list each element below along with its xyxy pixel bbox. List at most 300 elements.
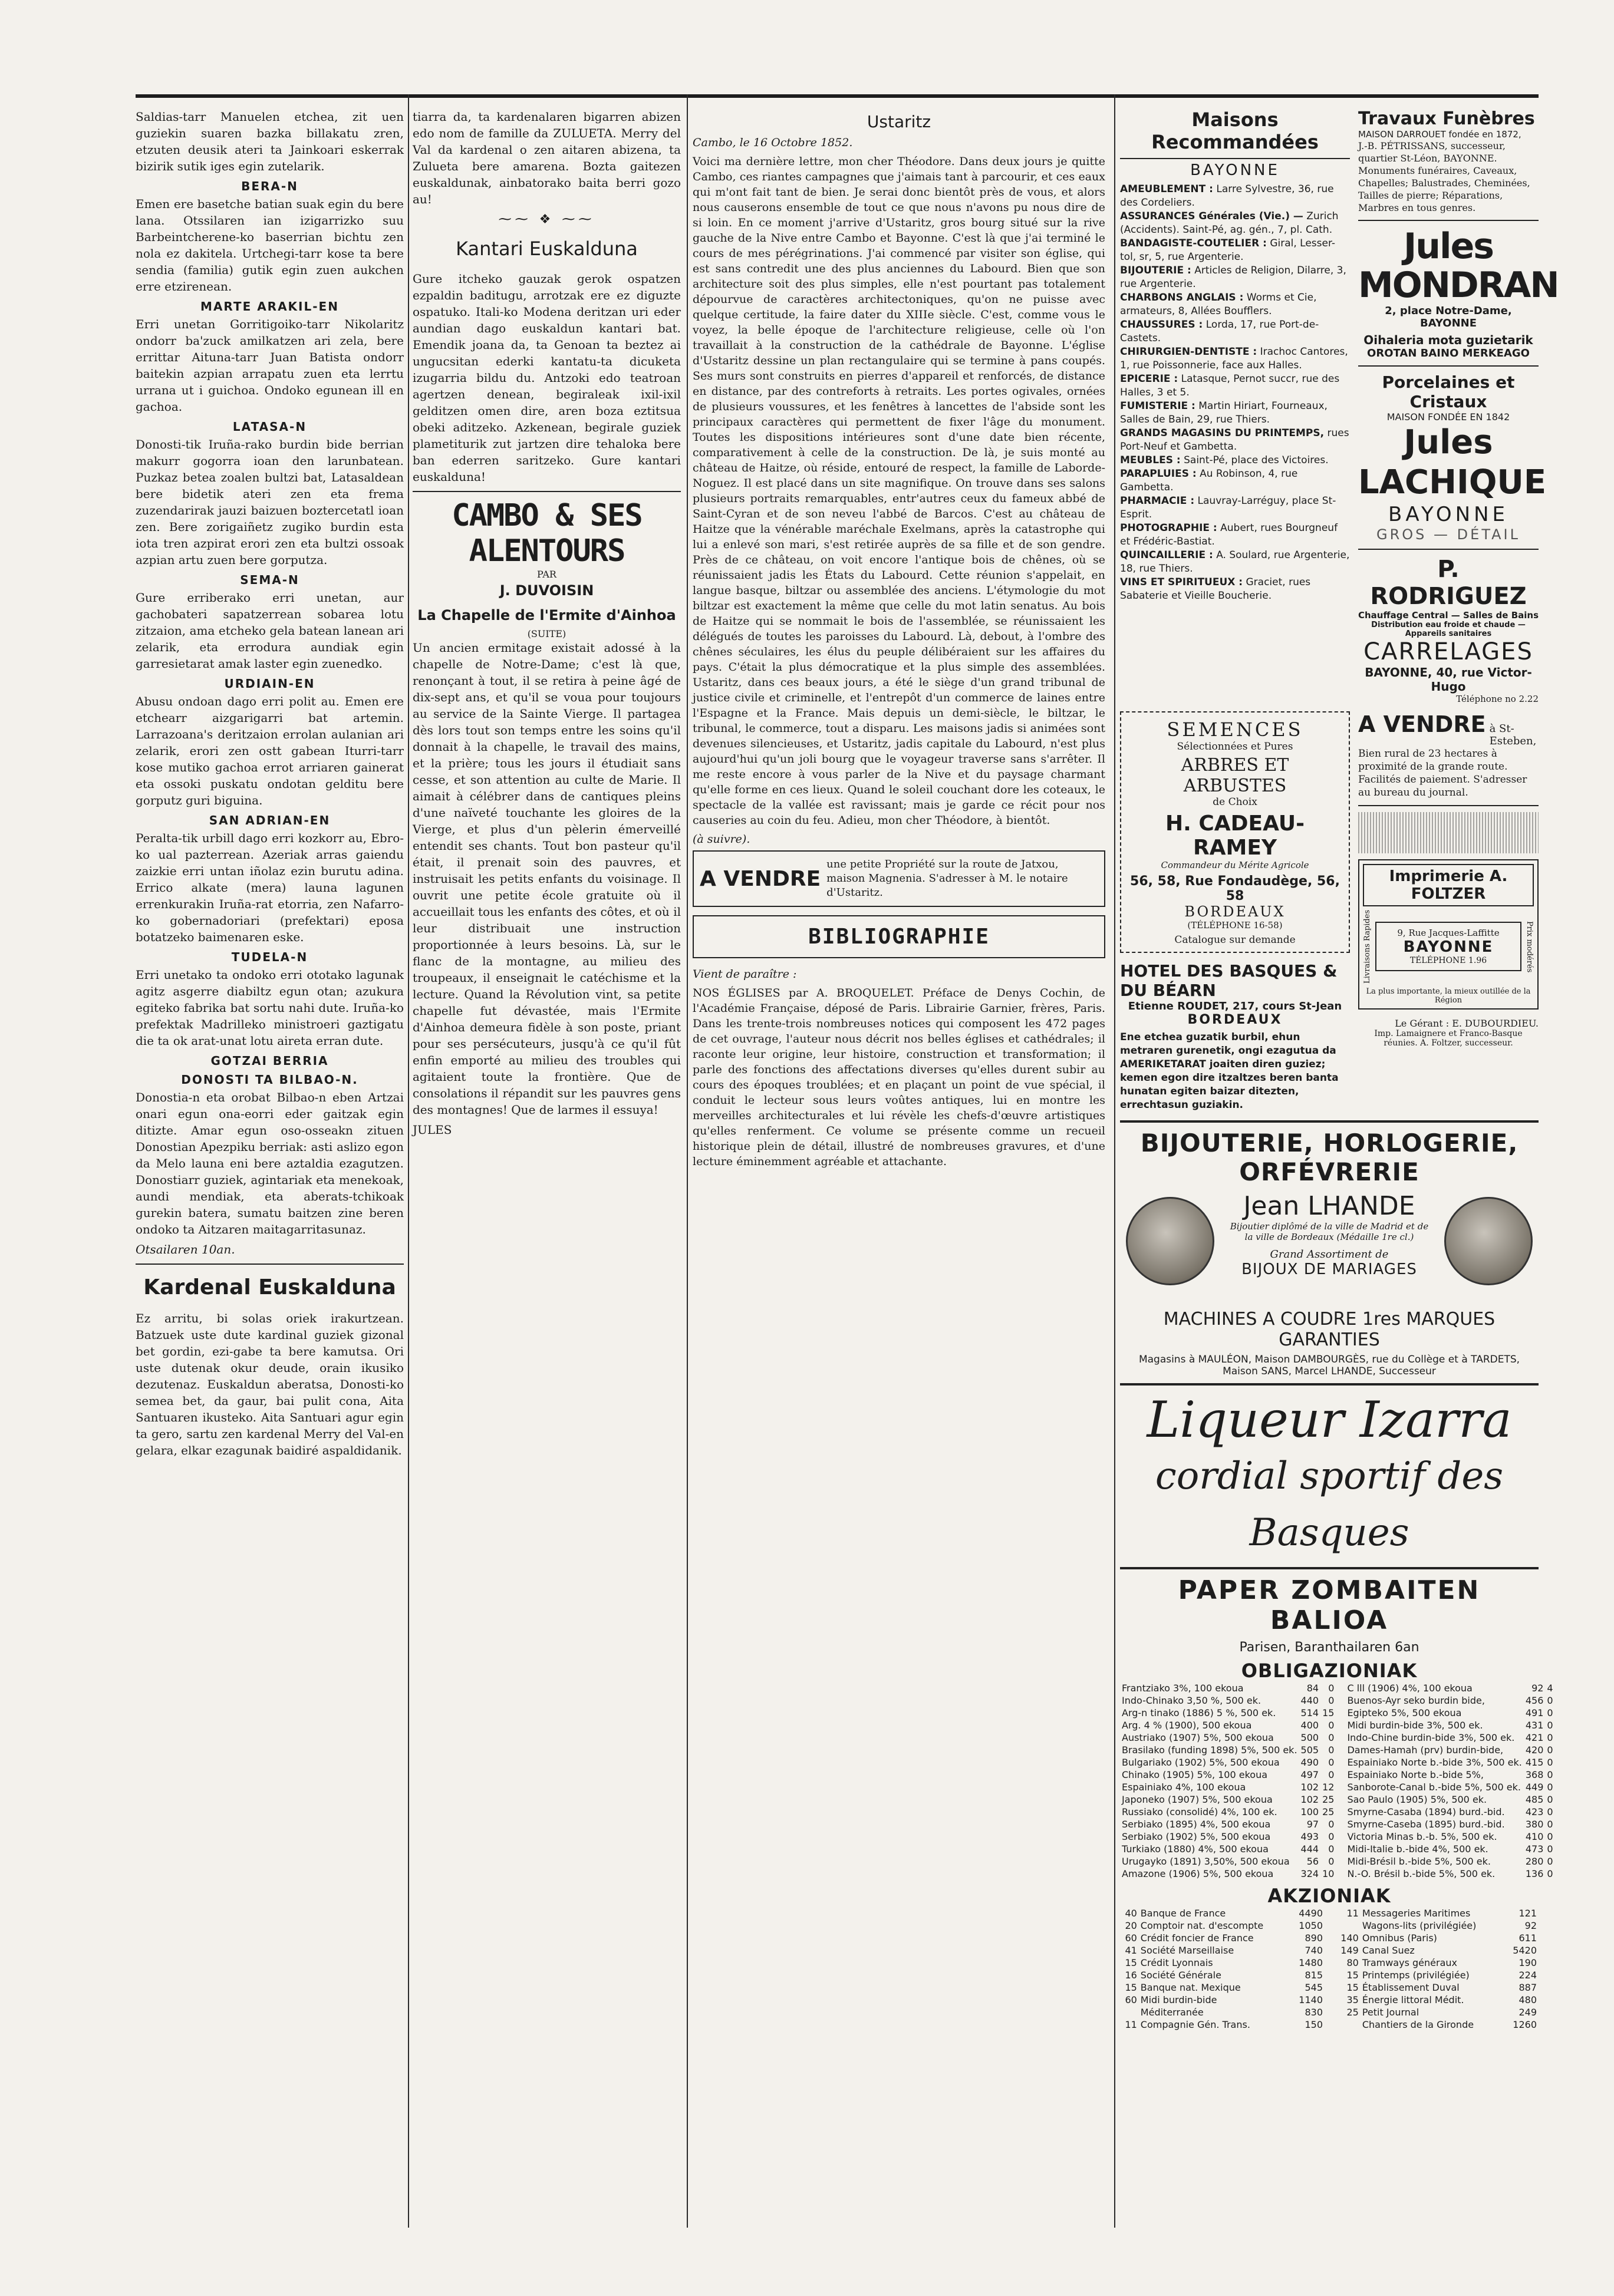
table-row [1120, 1719, 1336, 1731]
section-heading: GOTZAI BERRIA [210, 1054, 329, 1068]
table-cell: Société Marseillaise [1140, 1945, 1234, 1956]
table-cell: Espainiako Norte b.-bide 3%, 500 ek. [1347, 1757, 1522, 1768]
table-cell: 100 [1300, 1806, 1319, 1817]
maison-entry [1120, 210, 1350, 237]
table-row [1345, 1731, 1554, 1744]
akz-table-left [1120, 1907, 1325, 2031]
maison-detail: Worms et Cie, armateurs, 8, Allées Boufflers. [1120, 292, 1317, 317]
ustaritz-text: Voici ma dernière lettre, mon cher Théodore. Dans deux jours je quitte Cambo, ces riantes campagnes que j'aimais tant à parcourir, et ces eaux qui m'ont fait tant de bien. Je serai donc bientôt près de vous, et alors nous causerons ensemble de tout ce que nous n'avons pu nous dire de si loin. En ce moment j'arrive d'Ustaritz, gros bourg situé sur la rive gauche de la Nive entre Cambo et Bayonne. C'est là que j'ai terminé le cours de mes pérégrinations. J'ai commencé par visiter son église, qui est sans contredit une des plus anciennes du Labourd. Bien que son architecture soit des plus simples, elle n'est pourtant pas totalement dépourvue de caractères architectoniques, qu'on ne puisse avec quelque certitude, la faire dater du XIIIe siècle. C'est, comme vous le voyez, la belle époque de l'architecture religieuse, celle où l'on travaillait à la construction de la cathédrale de Bayonne. L'église d'Ustaritz dessine un plan rectangulaire qui se termine à pans coupés. Ses murs sont construits en pierres d'appareil et renforcés, de distance en distance, par des contreforts à retraits. Les portes ogivales, ornées de plusieurs voussures, et les fenêtres à lancettes de l'abside sont les principaux caractères qui permettent de fixer l'âge du monument. Toutes les dispositions intérieures sont d'une date bien récente, comparativement à celle de la construction. De là, je suis monté au château de Haitze, où réside, entouré de respect, la famille de Laborde-Noguez. Il est placé dans un site magnifique. On trouve dans ses salons plusieurs portraits remarquables, entr'autres ceux du fameux abbé de Saint-Cyran et de son neveu l'abbé de Barcos. C'est au château de Haitze que la vénérable maréchale Exelmans, après la catastrophe qui lui a enlevé son mari, s'est retirée auprès de sa fille et de son gendre. Près de ce château, on voit encore l'antique bois de chênes, où se réunissaient jadis les États du Labourd. Cette réunion s'appelait, en langue basque, biltzar ou assemblée des anciens. L'étymologie du mot biltzar est exactement la même que celle du mot latin senatus. Au bois de Haitze qui se nommait le bois de l'assemblée, se réunissaient les délégués de toutes les paroisses du Labourd. Là, debout, à l'ombre des chênes séculaires, les élus du peuple délibéraient sur les affaires du pays. C'était la plus démocratique et la plus simple des assemblées. Ustaritz, dans ces beaux jours, a été le siège d'un grand tribunal de justice civile et criminelle, et l'entrepôt d'un commerce de laines entre l'Espagne et la France. Mais depuis un demi-siècle, le biltzar, le tribunal, le commerce, tout a disparu. Les maisons jadis si animées sont devenues silencieuses, et Ustaritz, jadis capitale du Labourd, n'est plus aujourd'hui qu'un joli bourg que le voyageur traverse sans s'arrêter. Il me reste encore à vous parler de la Nive et du paysage charmant qu'elle forme en ces lieux. Quand le soleil couchant dore les coteaux, le spectacle de la vallée est ravissant; mais je garde ce récit pour nos causeries au coin du feu. Adieu, mon cher Théodore, à bientôt. [693, 155, 1105, 827]
table-cell: 0 [1547, 1856, 1553, 1867]
table-row [1345, 1781, 1554, 1793]
maisons-recommandees [1120, 108, 1350, 704]
table-cell: Bulgariako (1902) 5%, 500 ekoua [1122, 1757, 1280, 1768]
table-row [1120, 1707, 1336, 1719]
table-cell: 0 [1547, 1806, 1553, 1817]
vendre-steseben-place: à St-Esteben, [1489, 723, 1537, 747]
table-cell: 0 [1547, 1843, 1553, 1855]
table-cell: 493 [1300, 1831, 1319, 1842]
imprim-line: Imp. Lamaignere et Franco-Basque réunies. A. Foltzer, successeur. [1374, 1028, 1523, 1048]
maison-detail: Martin Hiriart, Fourneaux, Salles de Bain, 29, rue Thiers. [1120, 400, 1328, 425]
table-cell: 60 [1125, 1932, 1137, 1944]
table-cell: Arg. 4 % (1900), 500 ekoua [1122, 1720, 1252, 1731]
table-cell: Smyrne-Casaba (1894) burd.-bid. [1347, 1806, 1505, 1817]
vendre-steseben-heading: A VENDRE [1358, 711, 1486, 737]
foltzer-heading: Imprimerie A. FOLTZER [1363, 864, 1534, 906]
lhande-ad [1120, 1191, 1539, 1327]
table-cell: Sao Paulo (1905) 5%, 500 ek. [1347, 1794, 1487, 1805]
table-cell: Amazone (1906) 5%, 500 ekoua [1122, 1868, 1274, 1879]
table-cell: 15 [1346, 1970, 1359, 1981]
maison-detail: Lorda, 17, rue Port-de-Castets. [1120, 319, 1319, 344]
table-cell: 431 [1525, 1720, 1544, 1731]
top-rule [136, 94, 1539, 98]
vendre-text: une petite Propriété sur la route de Jatxou, maison Magnenia. S'adresser à M. le notaire d'Ustaritz. [826, 858, 1068, 899]
table-cell: Midi-Brésil b.-bide 5%, 500 ek. [1347, 1856, 1491, 1867]
dateline: Cambo, le 16 Octobre 1852. [693, 136, 853, 149]
section-text: Donosti-tik Iruña-rako burdin bide berrian makurr gogorra ioan den larunbatean. Puzkaz betea zoalen bultzi bat, Latasaldean bere bidetik ateri zen eta frema zuzendarirak jauzi baizuen boztercetatl ioan zen. Bere zorigaiñetz zugiko burdin esta iota tren azpirat erori zen eta bultzi ossoak azpian artu zuen bere gorputza. [136, 437, 404, 567]
lachique-gros: GROS — DÉTAIL [1376, 526, 1520, 543]
arbres-heading: ARBRES ET ARBUSTES [1181, 755, 1289, 796]
table-row [1334, 1969, 1539, 1981]
cambo-text: Un ancien ermitage existait adossé à la chapelle de Notre-Dame; c'est là que, renonçant à tout, il se retira à peine âgé de dix-sept ans, et qu'il se voua pour toujours au service de la Sainte Vierge. Il partagea dès lors tout son temps entre les soins qu'il donnait à la chapelle, le travail des mains, et la prière; tous les jours il étudiait sans cesse, et son attention au culte de Marie. Il aimait à célébrer dans de cantiques pleins d'une naïveté touchante les gloires de la Vierge, et plus d'un pèlerin émerveillé entendit ses chants. Tout bon pasteur qu'il était, il prenait soin des pauvres, et instruisait les petits enfants du voisinage. Il ouvrit une petite école gratuite où il accueillait tous les enfants des côtes, et où il leur distribuait une instruction proportionnée à leurs besoins. Là, sur le flanc de la montagne, au milieu des troupeaux, il enseignait le catéchisme et la lecture. Quand la Révolution vint, sa petite chapelle fut dévastée, mais l'Ermite d'Ainhoa demeura fidèle à son poste, priant pour ses persécuteurs, jusqu'à ce qu'il fût enfin emporté au milieu des troubles qui agitaient toute la frontière. Que de consolations il répandit sur les pauvres gens des montagnes! Que de larmes il essuya! [413, 641, 681, 1117]
table-cell [1334, 2018, 1361, 2031]
table-cell: 0 [1328, 1769, 1335, 1780]
maisons-list [1120, 183, 1350, 603]
biblio-sub: Vient de paraître : [693, 968, 797, 981]
maison-category: PHARMACIE : [1120, 495, 1195, 507]
faded-ad [1358, 812, 1539, 853]
intro-text: Saldias-tarr Manuelen etchea, zit uen guziekin suaren bazka billakatu zren, etzuten deusik ateri ta Jainkoari eskerrak bizirik sutik iges egin zutelarik. [136, 110, 404, 173]
table-cell: 25 [1346, 2007, 1359, 2018]
table-cell: C lll (1906) 4%, 100 ekoua [1347, 1683, 1473, 1694]
kardenal-text: Ez arritu, bi solas oriek irakurtzean. Batzuek uste dute kardinal guziek gizonal bet gordin, ezi-gabe ta bere kamutsa. Ori uste dutenak okur deude, orain ikusiko dezutenaz. Euskaldun aberatsa, Donosti-ko semea bet, da gaur, bai pulit cona, Aita Santuaren ikusteko. Aita Santuari agur egin ta gero, sartu zen kardenal Merry del Val-en gelara, elkar ezagunak baidiré aspaldidanik. [136, 1311, 404, 1457]
medal-right [1444, 1197, 1533, 1285]
table-cell: Brasilako (funding 1898) 5%, 500 ek. [1122, 1744, 1297, 1756]
izarra-line: Liqueur Izarra [1147, 1391, 1512, 1449]
maison-category: BANDAGISTE-COUTELIER : [1120, 237, 1267, 249]
bayonne-label: BAYONNE [1190, 161, 1280, 179]
table-cell: Midi burdin-bide [1140, 1994, 1217, 2005]
grand-assort: Grand Assortiment de [1270, 1248, 1389, 1261]
table-row [1120, 2006, 1325, 2018]
table-cell: Austriako (1907) 5%, 500 ekoua [1122, 1732, 1274, 1743]
table-cell: 1050 [1299, 1920, 1323, 1931]
maison-category: BIJOUTERIE : [1120, 265, 1191, 276]
table-cell: 102 [1300, 1782, 1319, 1793]
table-row [1345, 1830, 1554, 1843]
bordeaux-tel: (TÉLÉPHONE 16-58) [1187, 920, 1283, 931]
maison-detail: Graciet, rues Sabaterie et Vieille Boucherie. [1120, 576, 1311, 602]
table-cell: 887 [1519, 1982, 1537, 1993]
table-cell: 280 [1525, 1856, 1544, 1867]
table-cell: 102 [1300, 1794, 1319, 1805]
table-row [1345, 1843, 1554, 1855]
maison-entry [1120, 427, 1350, 454]
divider [413, 491, 681, 492]
vendre-steseben-text: Bien rural de 23 hectares à proximité de la grande route. Facilités de paiement. S'adresser au bureau du journal. [1358, 748, 1527, 799]
maison-category: EPICERIE : [1120, 373, 1178, 385]
mondran-line: OROTAN BAINO MERKEAGO [1367, 347, 1530, 359]
table-cell: Victoria Minas b.-b. 5%, 500 ek. [1347, 1831, 1497, 1842]
table-row [1345, 1707, 1554, 1719]
table-cell: Omnibus (Paris) [1362, 1932, 1437, 1944]
table-cell: Urugayko (1891) 3,50%, 500 ekoua [1122, 1856, 1290, 1867]
table-cell: 0 [1547, 1707, 1553, 1718]
maison-detail: Articles de Religion, Dilarre, 3, rue Argenterie. [1120, 265, 1346, 290]
table-cell: 456 [1525, 1695, 1544, 1706]
maison-detail: Au Robinson, 4, rue Gambetta. [1120, 468, 1298, 493]
table-row [1345, 1769, 1554, 1781]
foltzer-tagline: La plus importante, la mieux outillée de la Région [1366, 987, 1531, 1005]
akz-table-right [1334, 1907, 1539, 2031]
table-cell: Sanborote-Canal b.-bide 5%, 500 ek. [1347, 1782, 1521, 1793]
maison-category: CHARBONS ANGLAIS : [1120, 292, 1244, 304]
table-cell: 41 [1125, 1945, 1137, 1956]
lachique-heading: Jules LACHIQUE [1358, 423, 1547, 502]
maison-category: PHOTOGRAPHIE : [1120, 522, 1217, 534]
maison-detail: Zurich (Accidents). Saint-Pé, ag. gén., 7, pl. Cath. [1120, 210, 1339, 236]
table-cell: 4 [1547, 1683, 1553, 1694]
column-rule [687, 94, 688, 2228]
column-1 [136, 108, 404, 2230]
column-rule [1114, 94, 1115, 2228]
table-cell: 25 [1322, 1806, 1335, 1817]
table-row [1345, 1682, 1554, 1694]
section-heading: MARTE ARAKIL-EN [200, 299, 339, 314]
table-cell: Crédit Lyonnais [1140, 1957, 1213, 1968]
table-cell: 84 [1306, 1683, 1319, 1694]
table-cell: Compagnie Gén. Trans. [1140, 2019, 1250, 2030]
table-row [1120, 1944, 1325, 1957]
table-cell: 444 [1300, 1843, 1319, 1855]
table-cell: Petit Journal [1362, 2007, 1419, 2018]
newspaper-page [136, 94, 1559, 2245]
table-cell: 0 [1547, 1819, 1553, 1830]
table-cell: 5420 [1513, 1945, 1537, 1956]
table-cell: Arg-n tinako (1886) 5 %, 500 ek. [1122, 1707, 1276, 1718]
table-cell: Espainiako Norte b.-bide 5%, [1347, 1769, 1484, 1780]
table-cell: 500 [1300, 1732, 1319, 1743]
section-text: Emen ere basetche batian suak egin du bere lana. Otssilaren ian izigarrizko suu Barbeintcherene-ko baserrian bichtu zen nola ez dakitela. Urtchegi-tarr kose ta bere sendia (familia) gutik egin zuen aukchen erre etzirenean. [136, 197, 404, 293]
table-cell: 491 [1525, 1707, 1544, 1718]
table-cell: 15 [1125, 1982, 1137, 1993]
table-cell: 4490 [1299, 1908, 1323, 1919]
table-cell: Buenos-Ayr seko burdin bide, [1347, 1695, 1485, 1706]
table-row [1120, 1769, 1336, 1781]
foltzer-ad [1358, 859, 1539, 1010]
hotel-address: Etienne ROUDET, 217, cours St-Jean [1128, 1000, 1342, 1012]
table-row [1120, 1830, 1336, 1843]
table-cell: 60 [1125, 1994, 1137, 2005]
table-cell: 0 [1328, 1720, 1335, 1731]
table-cell: 1480 [1299, 1957, 1323, 1968]
maison-entry [1120, 318, 1350, 345]
maison-detail: Saint-Pé, place des Victoires. [1180, 454, 1329, 466]
table-cell: Egipteko 5%, 500 ekoua [1347, 1707, 1462, 1718]
table-cell: 490 [1300, 1757, 1319, 1768]
rodriguez-line: Distribution eau froide et chaude — Appareils sanitaires [1371, 621, 1526, 638]
maison-category: PARAPLUIES : [1120, 468, 1197, 480]
lhande-sub: Bijoutier diplômé de la ville de Madrid et de la ville de Bordeaux (Médaille 1re cl.) [1230, 1221, 1429, 1242]
table-cell: 25 [1322, 1794, 1335, 1805]
table-cell: 0 [1328, 1695, 1335, 1706]
table-row [1120, 1694, 1336, 1707]
table-cell: 0 [1328, 1683, 1335, 1694]
rodriguez-tel: Téléphone no 2.22 [1456, 694, 1539, 704]
table-row [1120, 1868, 1336, 1880]
semences-ad [1120, 711, 1350, 953]
table-row [1120, 1932, 1325, 1944]
table-cell: 249 [1519, 2007, 1537, 2018]
bordeaux-label: BORDEAUX [1184, 903, 1286, 920]
table-cell: 0 [1547, 1720, 1553, 1731]
oblig-table-right [1345, 1682, 1554, 1880]
table-cell: 136 [1525, 1868, 1544, 1879]
section-text: Peralta-tik urbill dago erri kozkorr au, Ebro-ko ual pazterrean. Azeriak arras gaiendu zaizkie erri untan iñolaz ezin burutu adina. Errico alkate (mera) launa lagunen errenkurakin Iruña-rat etorria, zen Nafarro-ko gobernadoriari (prefektari) eposa botatzeko baimenaren eske. [136, 831, 404, 944]
table-cell: Smyrne-Caseba (1895) burd.-bid. [1347, 1819, 1505, 1830]
table-row [1120, 1907, 1325, 1919]
section-heading: TUDELA-N [231, 950, 308, 964]
table-cell: 740 [1305, 1945, 1323, 1956]
rodriguez-line: Chauffage Central — Salles de Bains [1358, 610, 1539, 621]
table-cell [1120, 2006, 1139, 2018]
table-cell: 0 [1328, 1732, 1335, 1743]
hotel-heading: HOTEL DES BASQUES & DU BÉARN [1120, 961, 1338, 1000]
table-cell: 0 [1547, 1744, 1553, 1756]
table-cell: 420 [1525, 1744, 1544, 1756]
maison-detail: Latasque, Pernot succr, rue des Halles, 3 et 5. [1120, 373, 1340, 398]
parisen-line: Parisen, Baranthailaren 6an [1239, 1640, 1419, 1655]
table-cell: 0 [1547, 1769, 1553, 1780]
table-cell: 449 [1525, 1782, 1544, 1793]
table-cell: Tramways généraux [1362, 1957, 1457, 1968]
maison-detail: Aubert, rues Bourgneuf et Frédéric-Bastiat. [1120, 522, 1338, 547]
divider [1120, 1383, 1539, 1385]
table-cell: 505 [1300, 1744, 1319, 1756]
semences-sub: Sélectionnées et Pures [1177, 741, 1293, 753]
maison-entry [1120, 549, 1350, 576]
table-cell: Banque nat. Mexique [1140, 1982, 1241, 1993]
maison-category: QUINCAILLERIE : [1120, 549, 1213, 561]
table-cell: Société Générale [1140, 1970, 1221, 1981]
table-cell: 611 [1519, 1932, 1537, 1944]
table-row [1120, 1981, 1325, 1994]
table-row [1345, 1744, 1554, 1756]
maison-entry [1120, 400, 1350, 427]
lachique-line: Porcelaines et Cristaux [1382, 372, 1515, 411]
table-cell: Russiako (consolidé) 4%, 100 ek. [1122, 1806, 1277, 1817]
maison-entry [1120, 237, 1350, 264]
hotel-text: Ene etchea guzatik burbil, ehun metraren gurenetik, ongi ezagutua da AMERIKETARAT joaiten diren guziez; kemen egon dire itzaltzes beren banta hunatan egiten baizar ditezten, errechtasun guziakin. [1120, 1031, 1339, 1111]
mondran-address: 2, place Notre-Dame, BAYONNE [1385, 305, 1512, 329]
table-row [1120, 1969, 1325, 1981]
table-cell: Printemps (privilégiée) [1362, 1970, 1470, 1981]
table-cell: 815 [1305, 1970, 1323, 1981]
table-cell: N.-O. Brésil b.-bide 5%, 500 ek. [1347, 1868, 1496, 1879]
continuation-text: tiarra da, ta kardenalaren bigarren abizen edo nom de famille da ZULUETA. Merry del Val da kardenal o zen aitaren abizena, ta Zulueta bere amarena. Bozta gaitezen euskaldunak, ainbatorako baita berri gozo au! [413, 110, 681, 206]
rodriguez-address: BAYONNE, 40, rue Victor-Hugo [1365, 665, 1532, 694]
table-row [1120, 1682, 1336, 1694]
table-cell: Crédit foncier de France [1140, 1932, 1254, 1944]
table-cell: Indo-Chine burdin-bide 3%, 500 ek. [1347, 1732, 1515, 1743]
maison-category: FUMISTERIE : [1120, 400, 1195, 412]
table-cell: 545 [1305, 1982, 1323, 1993]
semences-heading: SEMENCES [1167, 718, 1303, 741]
table-cell: 80 [1346, 1957, 1359, 1968]
table-row [1345, 1868, 1554, 1880]
table-cell: Banque de France [1140, 1908, 1226, 1919]
table-cell: 473 [1525, 1843, 1544, 1855]
table-row [1120, 1781, 1336, 1793]
maison-entry [1120, 183, 1350, 210]
section-text: Gure erriberako erri unetan, aur gachobateri sapatzerrean sobarea lotu zitzaion, ama etcheko gela batean lanean ari zelarik, eta errodura aundiak egin garresietarat amak laster egin zuenedko. [136, 591, 404, 671]
maison-entry [1120, 372, 1350, 400]
table-cell: 40 [1125, 1908, 1137, 1919]
maison-entry [1120, 576, 1350, 603]
table-cell: 0 [1547, 1757, 1553, 1768]
table-cell: Méditerranée [1140, 2007, 1204, 2018]
medal-left [1126, 1197, 1214, 1285]
table-cell: 368 [1525, 1769, 1544, 1780]
biblio-text: NOS ÉGLISES par A. BROQUELET. Préface de Denys Cochin, de l'Académie Française, déposé de Paris. Librairie Garnier, frères, Paris. Dans les trente-trois nombreuses notices qui composent les 472 pages de cet ouvrage, l'auteur nous décrit nos belles églises et cathédrales; il raconte leur origine, leur histoire, construction et transformation; il parle des fonctions des affectations diverses qu'elles durent subir au cours des époques troublées; et en plaçant un point de vue spécial, il conduit le lecteur sous leurs voûtes antiques, lui en montre les merveilles architecturales et lui révèle les chefs-d'œuvre artistiques qu'elles renferment. Ce volume se présente comme un recueil historique plein de détail, illustré de nombreuses gravures, et d'une lecture éminemment agréable et attachante. [693, 987, 1105, 1168]
table-cell: Serbiako (1902) 5%, 500 ekoua [1122, 1831, 1271, 1842]
section-text: Abusu ondoan dago erri polit au. Emen ere etchearr aizgarigarri bat artemin. Larrazoana's deritzaion errolan aulanian ari zelarik, erori zen ostt gabean Iturri-tarr kose mutiko gachoa errot arriaren gainerat eta ossoki puskatu ondotan gelditu bere gorputz guri biguina. [136, 694, 404, 807]
table-row [1120, 1744, 1336, 1756]
maisons-heading: Maisons Recommandées [1151, 108, 1319, 153]
paper-heading: PAPER ZOMBAITEN BALIOA [1178, 1575, 1481, 1635]
table-cell: 485 [1525, 1794, 1544, 1805]
par-label: PAR [537, 569, 556, 580]
maison-entry [1120, 264, 1350, 291]
table-cell: 0 [1328, 1744, 1335, 1756]
table-row [1334, 1994, 1539, 2006]
table-cell: Dames-Hamah (prv) burdin-bide, [1347, 1744, 1504, 1756]
table-cell: Wagons-lits (privilégiée) [1362, 1920, 1477, 1931]
section-heading: SEMA-N [240, 573, 299, 587]
rodriguez-heading: P. RODRIGUEZ [1370, 556, 1527, 610]
table-row [1334, 2018, 1539, 2031]
foltzer-city: BAYONNE [1403, 938, 1494, 956]
table-cell: Frantziako 3%, 100 ekoua [1122, 1683, 1244, 1694]
foltzer-side: Prix modérés [1525, 921, 1534, 973]
kantari-text: Gure itcheko gauzak gerok ospatzen ezpaldin baditugu, arrotzak ere ez diguzte ospatuko. Itali-ko Modena deritzan uri eder aundian dago euskaldun kantari bat. Emendik joana da, ta Genoan ta beztez ai ungucsitan ederki kantatu-ta dicuketa izugarria bildu du. Antzoki edo teatroan agertzen denean, begiraleak ixil-ixil gelditzen omen dire, aren boza eztitsua obeki aditzeko. Azkenean, begirale guziek plametiturik zut jartzen dire tehaloka bere ban ederren saritzeko. Gure kantari euskalduna! [413, 272, 681, 484]
table-cell: 0 [1328, 1831, 1335, 1842]
section-heading: BERA-N [241, 179, 298, 193]
foltzer-side: Livraisons Rapides [1363, 910, 1372, 984]
section-subheading: DONOSTI TA BILBAO-N. [181, 1073, 358, 1087]
column-3 [693, 108, 1105, 2230]
vendre-heading: A VENDRE [700, 866, 821, 891]
table-cell: 35 [1346, 1994, 1359, 2005]
section-heading: SAN ADRIAN-EN [209, 813, 331, 827]
table-cell: Midi-Italie b.-bide 4%, 500 ek. [1347, 1843, 1488, 1855]
table-row [1334, 1907, 1539, 1919]
table-cell: 890 [1305, 1932, 1323, 1944]
table-cell: 0 [1547, 1831, 1553, 1842]
maison-category: ASSURANCES Générales (Vie.) — [1120, 210, 1303, 222]
table-row [1120, 1855, 1336, 1868]
table-cell: 0 [1547, 1794, 1553, 1805]
column-4 [1120, 108, 1559, 2230]
maison-entry [1120, 454, 1350, 467]
table-cell: Chinako (1905) 5%, 100 ekoua [1122, 1769, 1268, 1780]
table-cell: 15 [1346, 1982, 1359, 1993]
vendre-ad [693, 850, 1105, 907]
maison-detail: Irachoc Cantores, 1, rue Poissonnerie, face aux Halles. [1120, 346, 1348, 371]
table-cell: 11 [1125, 2019, 1137, 2030]
maison-category: AMEUBLEMENT : [1120, 183, 1213, 195]
lachique-city: BAYONNE [1388, 503, 1508, 526]
divider [1358, 805, 1539, 806]
maison-detail: A. Soulard, rue Argenterie, 18, rue Thiers. [1120, 549, 1350, 575]
table-row [1345, 1855, 1554, 1868]
table-cell: 0 [1328, 1757, 1335, 1768]
table-cell: 15 [1322, 1707, 1335, 1718]
column-2 [413, 108, 681, 2230]
section-heading: URDIAIN-EN [224, 677, 315, 691]
table-cell: Midi burdin-bide 3%, 500 ek. [1347, 1720, 1483, 1731]
table-cell: 421 [1525, 1732, 1544, 1743]
table-row [1345, 1793, 1554, 1806]
carrelages: CARRELAGES [1363, 638, 1533, 665]
maison-entry [1120, 494, 1350, 522]
section-heading: LATASA-N [232, 420, 307, 434]
gerant: Le Gérant : E. DUBOURDIEU. [1395, 1017, 1539, 1029]
table-cell: 400 [1300, 1720, 1319, 1731]
table-cell: Japoneko (1907) 5%, 500 ekoua [1122, 1794, 1273, 1805]
table-cell: Établissement Duval [1362, 1982, 1460, 1993]
table-row [1120, 1994, 1325, 2006]
table-row [1345, 1719, 1554, 1731]
chapel-title: La Chapelle de l'Ermite d'Ainhoa [417, 607, 676, 624]
maison-entry [1120, 467, 1350, 494]
table-cell: 0 [1328, 1819, 1335, 1830]
author-name: J. DUVOISIN [499, 582, 594, 599]
table-cell: 12 [1322, 1782, 1335, 1793]
table-cell: 1260 [1513, 2019, 1537, 2030]
table-cell: 514 [1300, 1707, 1319, 1718]
lhande-heading: Jean LHANDE [1243, 1191, 1415, 1221]
table-cell: 11 [1346, 1908, 1359, 1919]
table-cell: 92 [1524, 1920, 1537, 1931]
table-cell: 20 [1125, 1920, 1137, 1931]
kardenal-heading: Kardenal Euskalduna [143, 1275, 396, 1299]
table-cell: 1140 [1299, 1994, 1323, 2005]
hotel-city: BORDEAUX [1187, 1012, 1283, 1027]
cambo-title: CAMBO & SES ALENTOURS [452, 498, 642, 569]
table-cell: 121 [1519, 1908, 1537, 1919]
table-cell: Canal Suez [1362, 1945, 1415, 1956]
table-cell: Chantiers de la Gironde [1362, 2019, 1474, 2030]
maison-category: MEUBLES : [1120, 454, 1181, 466]
akz-heading: AKZIONIAK [1267, 1885, 1391, 1907]
table-cell: 497 [1300, 1769, 1319, 1780]
table-row [1120, 1793, 1336, 1806]
table-row [1334, 1919, 1539, 1932]
signature: Otsailaren 10an. [136, 1242, 235, 1256]
lhande-address: Magasins à MAULÉON, Maison DAMBOURGÈS, rue du Collège et à TARDETS, Maison SANS, Marcel LHANDE, Successeur [1138, 1354, 1520, 1377]
divider [1120, 1567, 1539, 1569]
maison-category: VINS ET SPIRITUEUX : [1120, 576, 1243, 588]
section-text: Erri unetan Gorritigoiko-tarr Nikolaritz ondorr ba'zuck amilkatzen ari zela, bere errittar Aituna-tarr Juan Batista ondorr baitekin azpian arrapatu zuen eta lerrtu urrana ut i guichoa. Ondoko egunean ill en gachoa. [136, 317, 404, 414]
table-row [1120, 1756, 1336, 1769]
table-row [1334, 1981, 1539, 1994]
divider [1358, 549, 1539, 550]
section-text: Erri unetako ta ondoko erri ototako lagunak agitz asgerre diabiltz egun otan; azukura egiteko fabrika bat sortu nahi dute. Iruña-ko prefektak Madrilleko ministroeri gaztigatu die ta ok arat-unat lotu aireta erran dute. [136, 968, 404, 1048]
table-cell: Turkiako (1880) 4%, 500 ekoua [1122, 1843, 1269, 1855]
section-text: Donostia-n eta orobat Bilbao-n eben Artzai onari egun ona-eorri eder gaitzak egin ditizte. Amar egun oso-osseakn zituen Donostian Apezpiku berriak: asti aslizo egon da Melo launa eni bere aztaldia ezagutzen. Donostiarr guziek, agintariak eta menekoak, aundi mendiak, eta aberats-tchikoak gurekin batera, sumatu baitzen zine beren ondoko ta Aitzaren maitagarritasunaz. [136, 1090, 404, 1236]
mondran-heading: Jules MONDRAN [1358, 226, 1559, 306]
